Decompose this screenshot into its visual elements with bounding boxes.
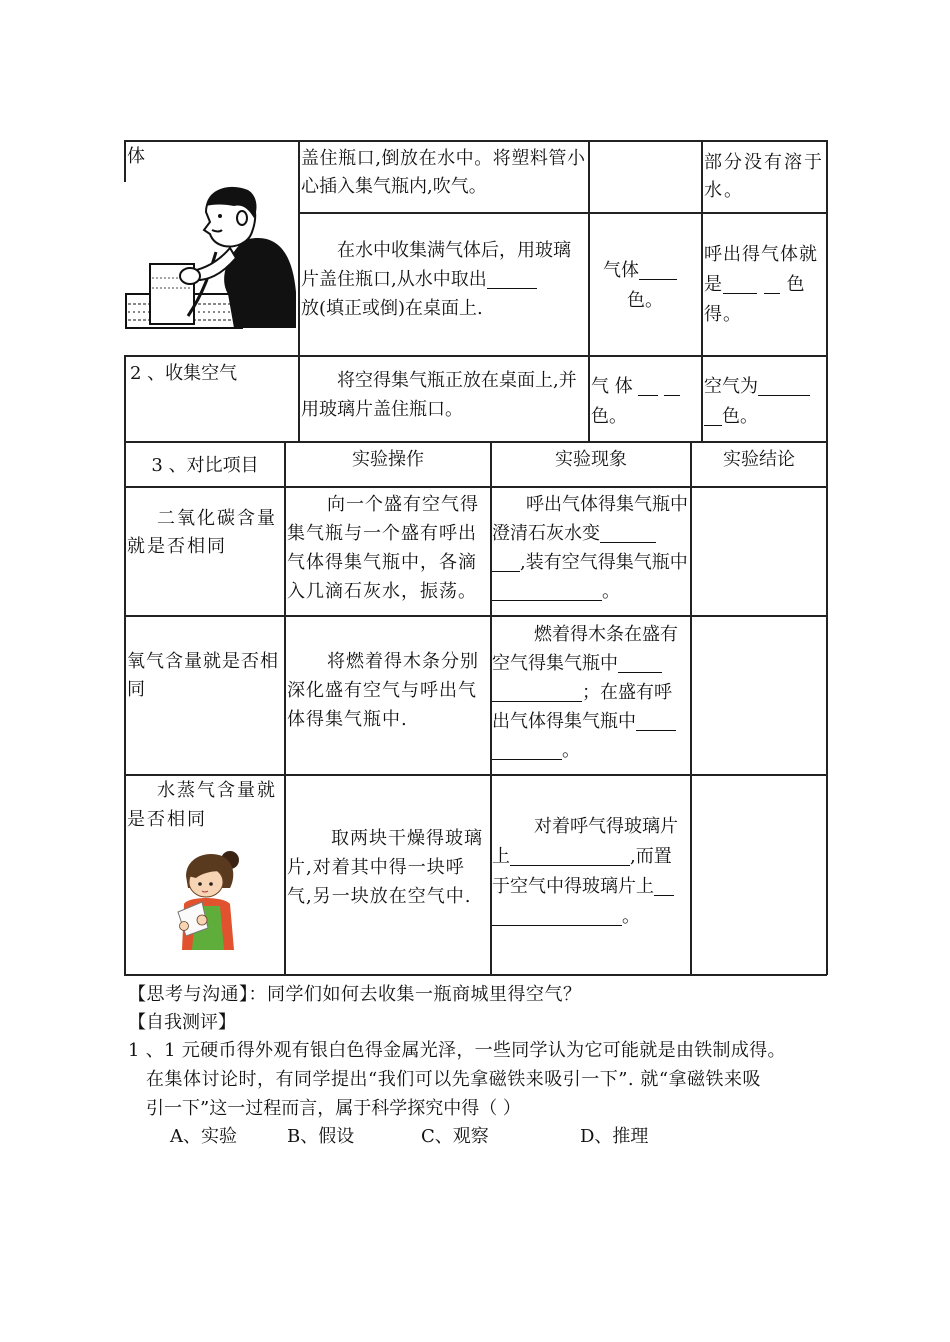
answer-blank[interactable] [600, 522, 656, 543]
table2-row1-operation [287, 490, 489, 606]
table1-r1-c0: 体 [127, 146, 145, 167]
breathing-experiment-illustration [124, 182, 298, 332]
table2-row3-operation [287, 824, 489, 911]
table2-col1-line [284, 441, 286, 975]
table2-row2-phen-text-c: 。 [562, 740, 580, 761]
table2-row2-phen-text-b: ；在盛有呼出气体得集气瓶中 [492, 682, 672, 732]
option-d[interactable]: D、推理 [580, 1126, 649, 1147]
answer-blank[interactable] [636, 710, 676, 731]
answer-blank[interactable] [492, 580, 602, 601]
table2-row1-phen-text-a: 呼出气体得集气瓶中澄清石灰水变 [492, 494, 688, 544]
table2-row2-item: 氧气含量就是否相同 [127, 651, 279, 700]
table2-row3-item [127, 776, 283, 834]
answer-blank[interactable] [510, 845, 630, 866]
self-evaluation-heading: 【自我测评】 [128, 1012, 236, 1033]
answer-blank[interactable] [492, 681, 582, 702]
option-b[interactable]: B、假设 [287, 1126, 355, 1147]
option-a[interactable]: A、实验 [170, 1126, 237, 1147]
table1-r3-c2 [591, 372, 699, 432]
table1-r3-c1 [301, 366, 587, 424]
answer-blank[interactable] [664, 375, 680, 396]
table2-row1-phen-text-c: 。 [602, 581, 620, 602]
table2-header-bottom [124, 486, 827, 488]
table2-row3-phenomenon [492, 812, 689, 932]
table1-left-border-top [124, 140, 126, 182]
table1-r3-c3-text-a: 空气为 [704, 376, 758, 397]
answer-blank[interactable] [487, 268, 537, 289]
table1-r2-c3 [704, 240, 824, 330]
table2-row1-operation-text: 向一个盛有空气得集气瓶与一个盛有呼出气体得集气瓶中，各滴入几滴石灰水，振荡。 [287, 494, 479, 602]
answer-blank[interactable] [704, 405, 722, 426]
table1-r3-c3-text-b: 色。 [722, 406, 758, 427]
table1-row1-divider [298, 212, 827, 214]
table2-right-border [826, 441, 828, 975]
table1-r3-c3 [704, 372, 826, 432]
answer-blank[interactable] [618, 652, 662, 673]
table2-bottom-border [124, 974, 827, 976]
table1-r3-c2-text-b: 色。 [591, 406, 627, 427]
table2-row2-phen-text-a: 燃着得木条在盛有空气得集气瓶中 [492, 624, 678, 674]
table1-col1-line [298, 140, 300, 442]
option-c[interactable]: C、观察 [421, 1126, 489, 1147]
table1-r3-c0: 2 、收集空气 [130, 363, 238, 384]
table1-r2-c2-text-b: 色。 [627, 290, 663, 311]
table2-col3-line [690, 441, 692, 975]
table2-header-operation: 实验操作 [352, 449, 424, 470]
table1-r2-c3-text-c: 得。 [704, 304, 742, 325]
question-1-line-3: 引一下”这一过程而言，属于科学探究中得（ ） [146, 1098, 521, 1119]
table2-row2-operation-text: 将燃着得木条分别深化盛有空气与呼出气体得集气瓶中. [287, 651, 479, 730]
table2-row3-phen-text-a: 对着呼气得玻璃片上 [492, 816, 678, 867]
table1-left-border-bottom [124, 355, 126, 442]
table1-row2-divider [124, 355, 827, 357]
answer-blank[interactable] [638, 375, 658, 396]
table2-left-border [124, 441, 126, 975]
table1-r2-c2-text-a: 气体 [603, 260, 639, 281]
table2-row1-bottom [124, 615, 827, 617]
table2-header-phenomenon: 实验现象 [555, 449, 627, 470]
table1-r2-c1 [301, 236, 585, 323]
table1-r3-c1-text: 将空得集气瓶正放在桌面上,并用玻璃片盖住瓶口。 [301, 370, 577, 420]
table2-row2-phenomenon [492, 620, 689, 765]
answer-blank[interactable] [492, 739, 562, 760]
table2-row1-item [127, 505, 283, 561]
answer-blank[interactable] [492, 551, 520, 572]
table1-col3-line [701, 140, 703, 442]
answer-blank[interactable] [654, 875, 674, 896]
table1-bottom-border [124, 441, 827, 443]
table1-r2-c3-text-b: 色 [786, 274, 806, 295]
table2-row1-item-text: 二氧化碳含量就是否相同 [127, 508, 277, 557]
question-1-line-1: 1 、1 元硬币得外观有银白色得金属光泽，一些同学认为它可能就是由铁制成得。 [128, 1040, 786, 1061]
table1-r2-c3-text-a: 呼出得气体就是 [704, 244, 818, 295]
table2-header-conclusion: 实验结论 [723, 449, 795, 470]
table2-row2-operation [287, 647, 489, 734]
table1-r2-c1-text-a: 在水中收集满气体后，用玻璃片盖住瓶口,从水中取出 [301, 240, 571, 290]
table2-row3-phen-text-b: ,而置于空气中得玻璃片上 [492, 846, 672, 897]
think-communicate-line: 【思考与沟通】：同学们如何去收集一瓶商城里得空气？ [128, 984, 582, 1005]
table1-r1-c1: 盖住瓶口,倒放在水中。将塑料管小心插入集气瓶内,吹气。 [301, 148, 585, 197]
table1-r3-c2-text-a: 气 体 [591, 376, 633, 397]
answer-blank[interactable] [723, 273, 757, 294]
table2-row3-operation-text: 取两块干燥得玻璃片,对着其中得一块呼气,另一块放在空气中. [287, 828, 483, 907]
table1-col2-line [588, 140, 590, 442]
answer-blank[interactable] [758, 375, 810, 396]
table1-r2-c1-text-b: 放(填正或倒)在桌面上. [301, 298, 483, 319]
table1-right-border [826, 140, 828, 442]
table2-row1-phen-text-b: ,装有空气得集气瓶中 [520, 552, 688, 573]
table2-header-item: 3 、对比项目 [151, 455, 259, 476]
question-1-line-2: 在集体讨论时，有同学提出“我们可以先拿磁铁来吸引一下”. 就“拿磁铁来吸 [146, 1069, 762, 1090]
table2-row3-phen-text-c: 。 [622, 906, 640, 927]
table2-row1-phenomenon [492, 490, 689, 606]
table1-r1-c3: 部分没有溶于水。 [704, 152, 824, 201]
girl-reading-illustration [174, 846, 244, 950]
table1-top-border [124, 140, 827, 142]
table2-row3-item-text: 水蒸气含量就是否相同 [127, 780, 277, 830]
answer-blank[interactable] [764, 273, 780, 294]
answer-blank[interactable] [492, 905, 622, 926]
answer-blank[interactable] [639, 259, 677, 280]
table1-r2-c2 [603, 256, 699, 316]
